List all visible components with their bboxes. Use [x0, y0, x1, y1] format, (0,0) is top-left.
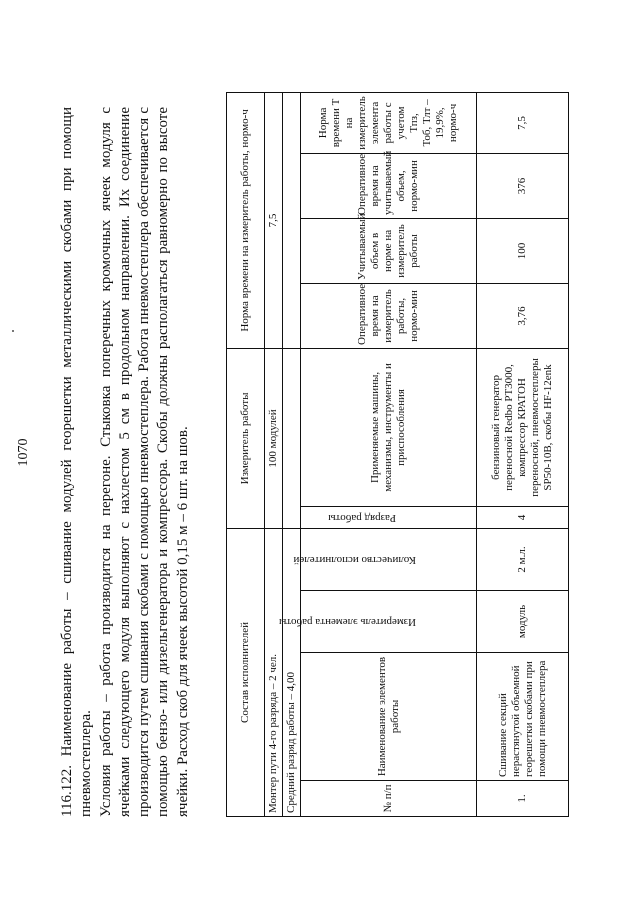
intro-text — [58, 107, 193, 817]
norm-value: 7,5 — [265, 92, 283, 348]
norm-header: Норма времени на измеритель работы, нормо-ч — [227, 92, 265, 348]
row-machines: бензиновый генератор переносной Redbo PT3000, компрессор КРАТОН переносной, пневмостеплеры SP50-10B, скобы HF-12enk — [477, 348, 569, 506]
crew-composition: Монтер пути 4-го разряда – 2 чел. — [265, 528, 283, 816]
crew-row — [265, 92, 283, 816]
row-op-vol: 376 — [477, 153, 569, 218]
norm-table — [226, 92, 569, 817]
row-norm: 7,5 — [477, 92, 569, 153]
col-name: Наименование элементов работы — [301, 653, 477, 781]
col-volume: Учитываемый объем в норме на измеритель работы — [301, 218, 477, 283]
row-workers: 2 м.л. — [477, 528, 569, 590]
column-header-row — [301, 92, 477, 816]
col-machines: Применяемые машины, механизмы, инструменты и приспособления — [301, 348, 477, 506]
row-name: Сшивание секций нерастянутой объемной георешетки скобами при помощи пневмостеплера — [477, 653, 569, 781]
row-no: 1. — [477, 781, 569, 817]
col-no: № п/п — [301, 781, 477, 817]
crew-header: Состав исполнителей — [227, 528, 265, 816]
col-norm: Норма времени Т на измеритель элемента работы с учетом Тпз, Тоб, Тлт – 19,9%, нормо-ч — [301, 92, 477, 153]
row-unit: модуль — [477, 591, 569, 653]
col-op-time: Оперативное время на измеритель работы, нормо-мин — [301, 283, 477, 348]
average-grade: Средний разряд работы – 4,00 — [283, 528, 301, 816]
scan-dot — [12, 330, 14, 332]
meter-value: 100 модулей — [265, 348, 283, 528]
header-row — [227, 92, 265, 816]
row-grade: 4 — [477, 506, 569, 528]
table-row — [477, 92, 569, 816]
row-op-time: 3,76 — [477, 283, 569, 348]
intro-conditions: Условия работы – работа производится на перегоне. Стыковка поперечных кромочных ячеек модуля с ячейками следующего модуля выполняют с нахлестом 5 см в продольном направлении. Их соединение производится путем сшивания скобами с помощью пневмостеплера. Работа пневмостеплера обеспечивается с помощью бензо- или дизельгенератора и компрессора. Скобы должны располагаться равномерно по высоте ячейки. Расход скоб для ячеек высотой 0,15 м – 6 шт. на шов. — [97, 107, 191, 817]
col-op-vol: Оперативное время на учитываемый объем, нормо-мин — [301, 153, 477, 218]
row-volume: 100 — [477, 218, 569, 283]
intro-title: 116.122. Наименование работы – сшивание модулей георешетки металлическими скобами при помощи пневмостеплера. — [59, 107, 95, 817]
page-number: 1070 — [16, 438, 31, 467]
col-unit: Измеритель элемента работы — [301, 591, 477, 653]
col-workers: Количество исполнителей — [301, 528, 477, 590]
grade-row — [283, 92, 301, 816]
meter-header: Измеритель работы — [227, 348, 265, 528]
col-grade: Разряд работы — [301, 506, 477, 528]
